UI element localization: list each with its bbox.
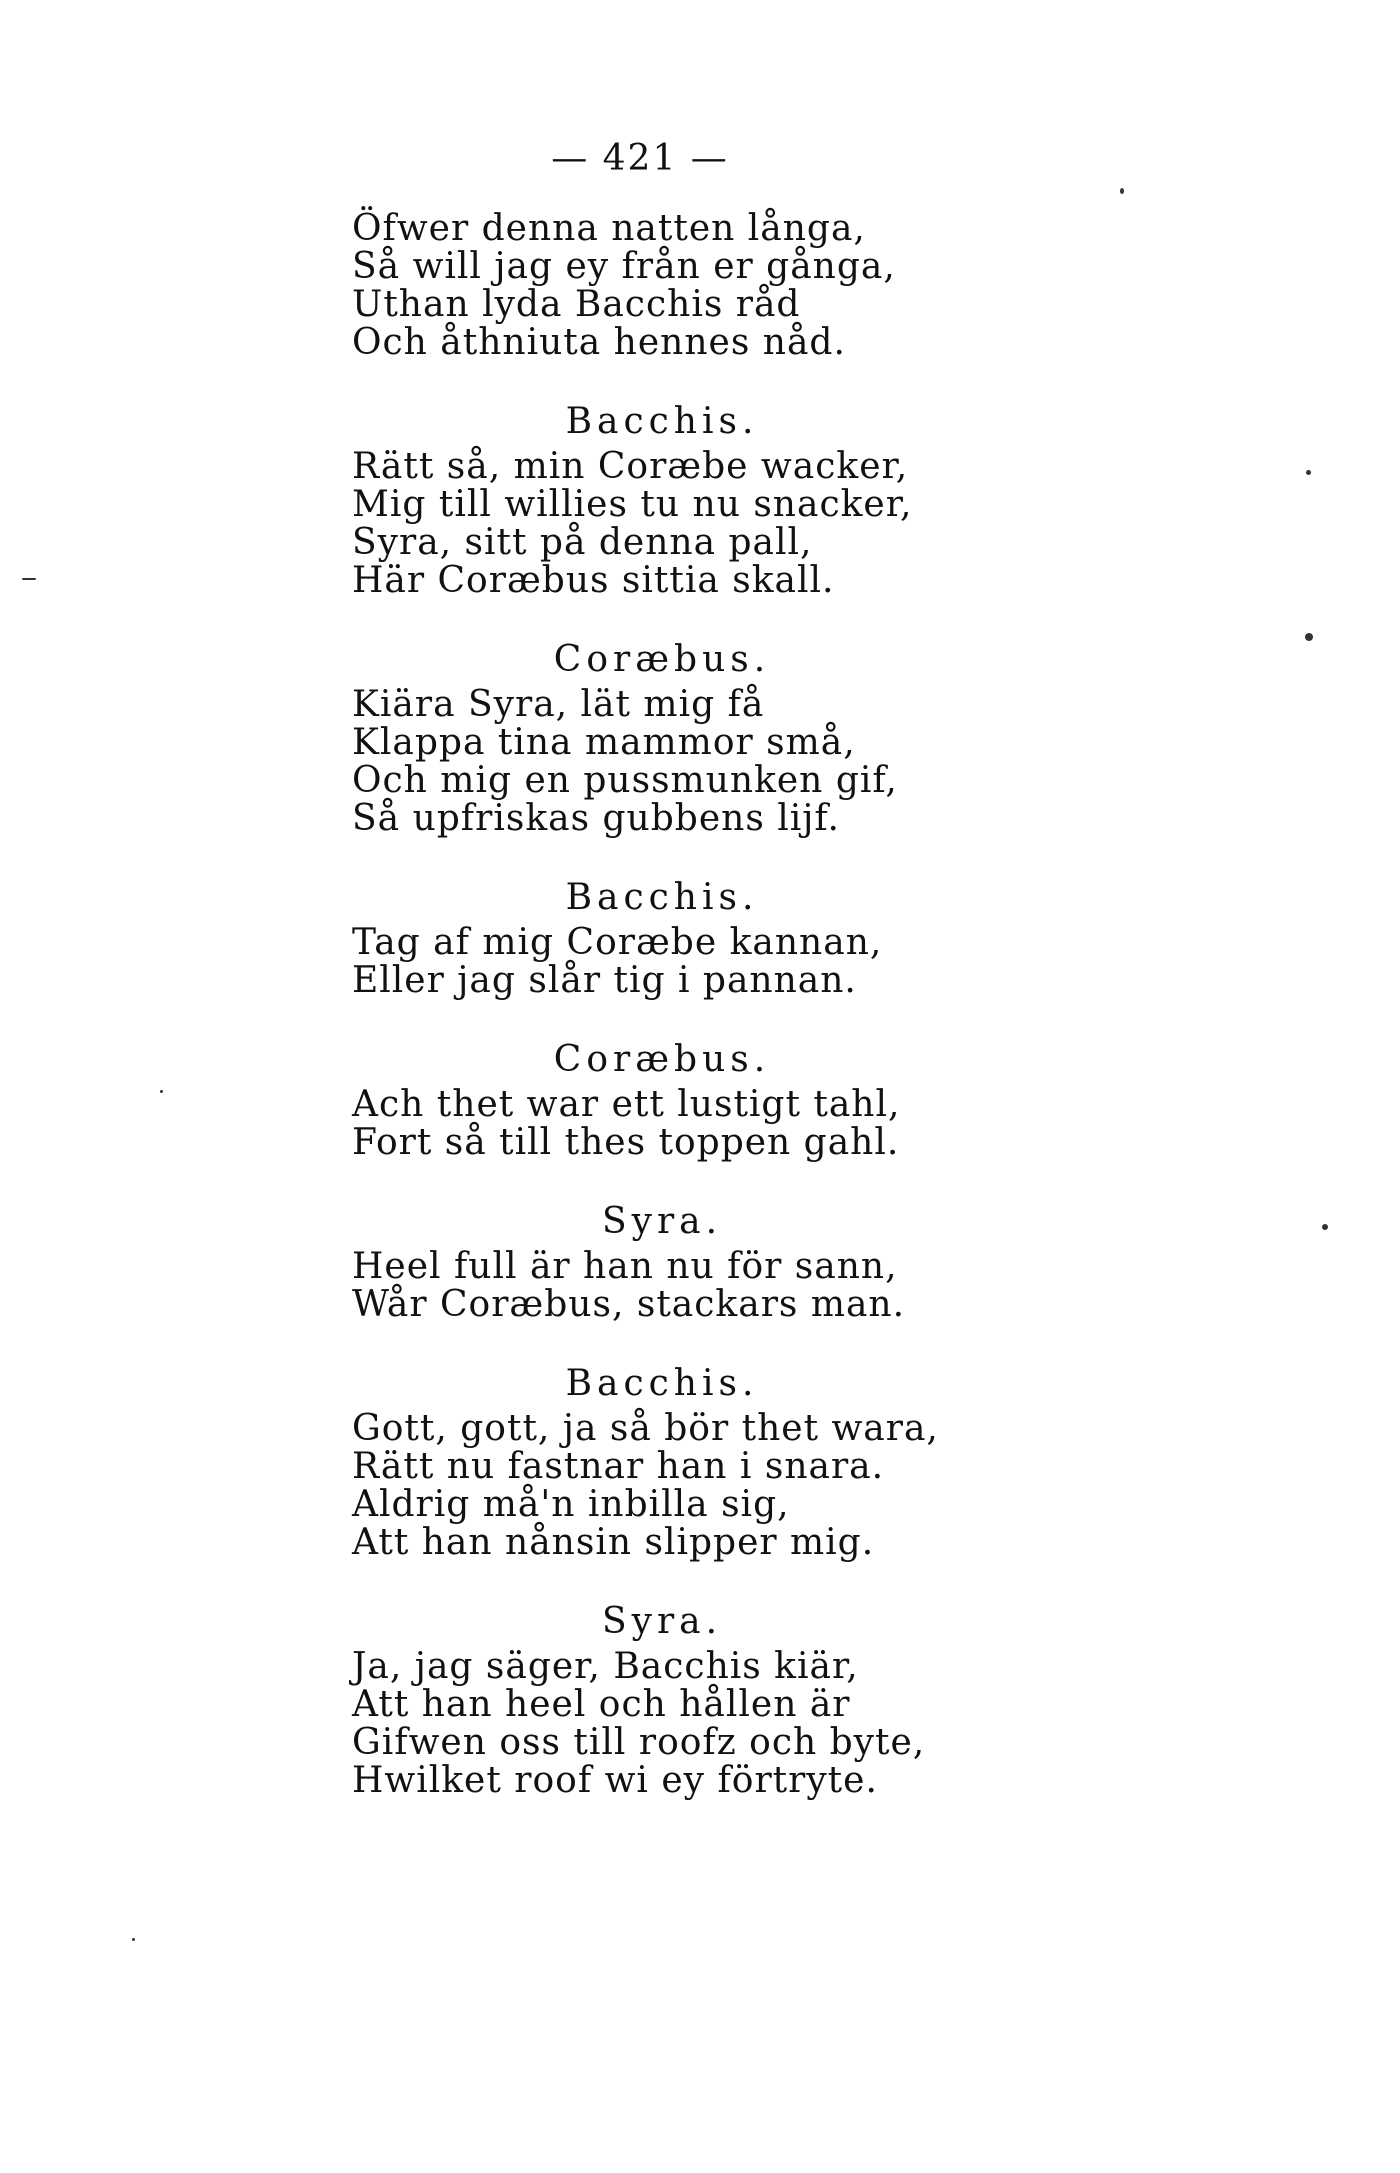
verse-line: Tag af mig Coræbe kannan, — [352, 922, 883, 963]
verse-line: Aldrig må'n inbilla sig, — [352, 1484, 790, 1525]
verse-line: Och åthniuta hennes nåd. — [352, 322, 846, 363]
speaker-heading: Bacchis. — [565, 1363, 759, 1404]
speaker-heading: Syra. — [601, 1201, 723, 1242]
scan-speck — [1120, 188, 1124, 194]
verse-line: Att han nånsin slipper mig. — [352, 1522, 875, 1563]
verse-line: Rätt så, min Coræbe wacker, — [352, 446, 909, 487]
stanza-1 — [352, 210, 972, 362]
verse-line: Hwilket roof wi ey förtryte. — [352, 1760, 878, 1801]
verse-line: Fort så till thes toppen gahl. — [352, 1122, 900, 1163]
stanza-2 — [352, 402, 972, 600]
speaker-heading: Syra. — [601, 1601, 723, 1642]
verse-line: Öfwer denna natten långa, — [352, 208, 866, 249]
verse-line: Klappa tina mammor små, — [352, 722, 856, 763]
verse-line: Så upfriskas gubbens lijf. — [352, 798, 840, 839]
verse-line: Mig till willies tu nu snacker, — [352, 484, 913, 525]
page-number: — 421 — — [551, 138, 729, 179]
stanza-8 — [352, 1602, 972, 1800]
speaker-heading: Coræbus. — [553, 639, 771, 680]
verse-line: Uthan lyda Bacchis råd — [352, 284, 801, 325]
stanza-5 — [352, 1040, 972, 1162]
poem-text — [352, 210, 972, 1800]
verse-line: Wår Coræbus, stackars man. — [352, 1284, 906, 1325]
stanza-3 — [352, 640, 972, 838]
scan-speck — [160, 1090, 163, 1093]
verse-line: Ja, jag säger, Bacchis kiär, — [352, 1646, 859, 1687]
scan-speck — [1306, 470, 1311, 475]
verse-line: Syra, sitt på denna pall, — [352, 522, 813, 563]
scan-speck — [22, 578, 36, 580]
speaker-heading: Bacchis. — [565, 401, 759, 442]
scan-speck — [1305, 633, 1313, 641]
verse-line: Gott, gott, ja så bör thet wara, — [352, 1408, 939, 1449]
verse-line: Och mig en pussmunken gif, — [352, 760, 898, 801]
verse-line: Eller jag slår tig i pannan. — [352, 960, 857, 1001]
speaker-heading: Bacchis. — [565, 877, 759, 918]
verse-line: Heel full är han nu för sann, — [352, 1246, 898, 1287]
verse-line: Kiära Syra, lät mig få — [352, 684, 765, 725]
stanza-6 — [352, 1202, 972, 1324]
scan-speck — [1322, 1224, 1328, 1230]
stanza-7 — [352, 1364, 972, 1562]
verse-line: Gifwen oss till roofz och byte, — [352, 1722, 926, 1763]
speaker-heading: Coræbus. — [553, 1039, 771, 1080]
verse-line: Så will jag ey från er gånga, — [352, 246, 896, 287]
verse-line: Att han heel och hållen är — [352, 1684, 851, 1725]
stanza-4 — [352, 878, 972, 1000]
verse-line: Ach thet war ett lustigt tahl, — [352, 1084, 901, 1125]
verse-line: Rätt nu fastnar han i snara. — [352, 1446, 885, 1487]
scan-speck — [132, 1938, 135, 1941]
verse-line: Här Coræbus sittia skall. — [352, 560, 835, 601]
